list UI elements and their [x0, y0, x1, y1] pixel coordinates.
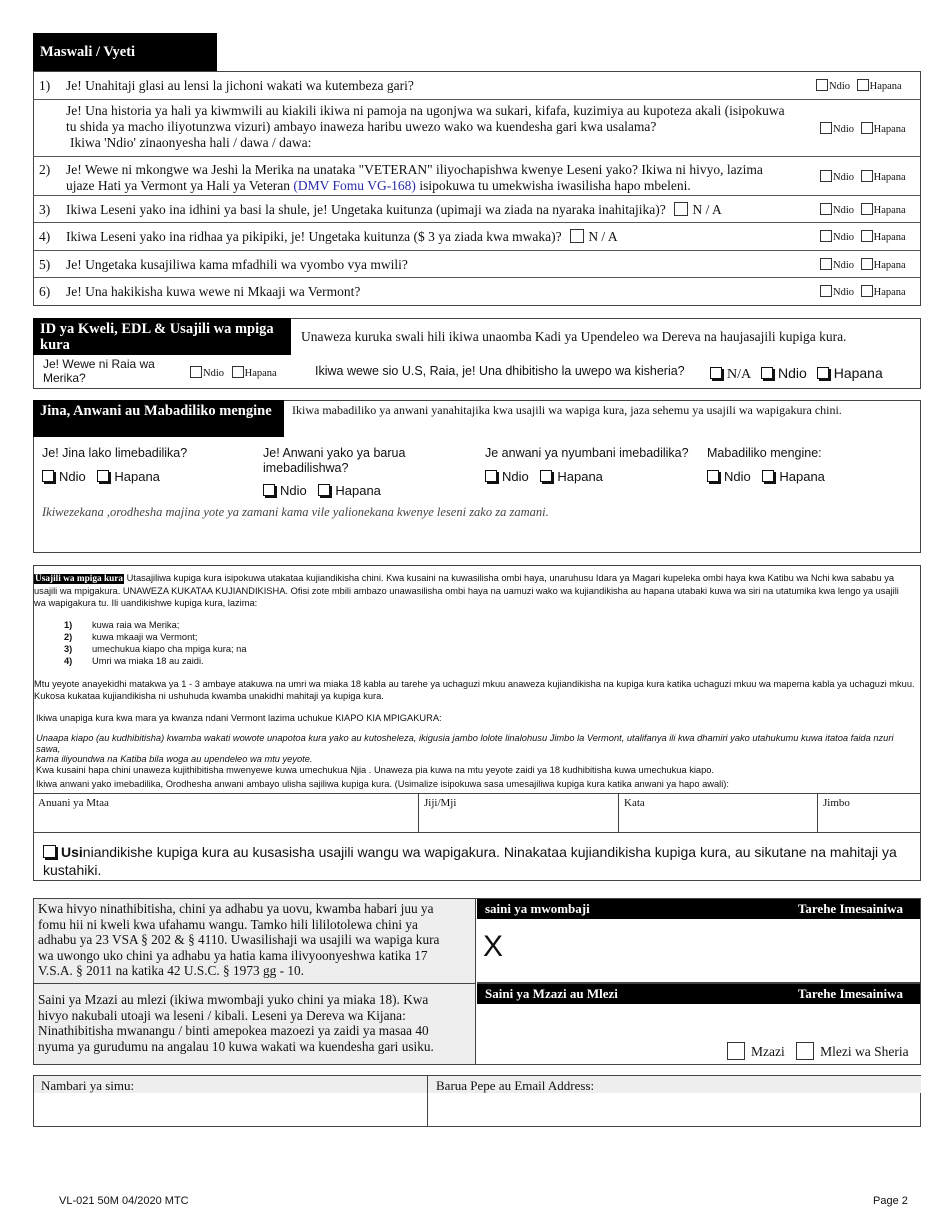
- yes-label: Ndio: [833, 205, 854, 216]
- requirement-text: umechukua kiapo cha mpiga kura; na: [92, 644, 247, 654]
- field-label: Kata: [624, 797, 645, 809]
- certification-line: fomu hii ni kweli kwa ufahamu wangu. Tamko hili lililotolewa chini ya: [38, 916, 418, 932]
- parent-signature-label: Saini ya Mzazi au Mlezi: [485, 986, 618, 1001]
- field-label: Jimbo: [823, 797, 850, 809]
- question-text: Je! Unahitaji glasi au lensi la jichoni wakati wa kutembeza gari?: [66, 78, 414, 93]
- parent-signature-header: [477, 984, 920, 1004]
- question-text-line: [66, 229, 618, 245]
- question-text-line: Je! Wewe ni mkongwe wa Jeshi la Merika na unataka "VETERAN" iliyochapishwa kwenye Leseni yako? Ikiwa ni hivyo, lazima: [66, 162, 763, 177]
- yes-no-checkboxes: [707, 469, 907, 484]
- voter-intro-line: [34, 572, 918, 585]
- yes-checkbox[interactable]: [820, 230, 832, 242]
- question-text-line: Ikiwa 'Ndio' zinaonyesha hali / dawa / dawa:: [70, 135, 312, 150]
- yes-label: Ndio: [833, 172, 854, 183]
- na-checkbox[interactable]: [570, 229, 584, 243]
- decline-registration-checkbox[interactable]: [43, 845, 56, 858]
- yes-label: Ndio: [833, 287, 854, 298]
- no-label: Hapana: [114, 469, 160, 484]
- question-label: Je anwani ya nyumbani imebadilika?: [485, 446, 689, 460]
- certification-line: Kwa hivyo ninathibitisha, chini ya adhabu ya uovu, kwamba habari juu ya: [38, 901, 434, 916]
- name-change-note: Ikiwa mabadiliko ya anwani yanahitajika kwa usajili wa wapiga kura, jaza sehemu ya usajili wa wapigakura chini.: [292, 403, 842, 417]
- question-row: [33, 157, 921, 196]
- yes-no-checkboxes: [42, 469, 242, 484]
- question-number: 4): [39, 229, 51, 244]
- date-signed-label: Tarehe Imesainiwa: [797, 901, 903, 916]
- na-label: N/A: [727, 367, 752, 382]
- question-row: [33, 100, 921, 157]
- applicant-signature-header: [477, 899, 920, 919]
- no-checkbox[interactable]: [97, 470, 109, 482]
- yes-no-checkboxes: [816, 79, 902, 95]
- voter-age-paragraph: [34, 678, 918, 702]
- voter-requirements-list: [64, 619, 364, 667]
- no-label: Hapana: [873, 124, 906, 135]
- question-label: Je! Jina lako limebadilika?: [42, 446, 188, 460]
- applicant-signature-label: saini ya mwombaji: [485, 901, 590, 916]
- no-label: Hapana: [335, 483, 381, 498]
- no-label: Hapana: [873, 287, 906, 298]
- no-label: Hapana: [873, 260, 906, 271]
- requirement-item: [64, 619, 364, 631]
- yes-label: Ndio: [280, 483, 307, 498]
- parent-consent-line: Saini ya Mzazi au mlezi (ikiwa mwombaji yuko chini ya miaka 18). Kwa: [38, 992, 429, 1007]
- requirement-text: kuwa mkaaji wa Vermont;: [92, 632, 198, 642]
- city-town-field[interactable]: [419, 794, 619, 833]
- date-signed-label: Tarehe Imesainiwa: [797, 986, 903, 1001]
- question-text-part: ujaze Hati ya Vermont ya Hali ya Veteran: [66, 178, 291, 193]
- no-checkbox[interactable]: [861, 203, 873, 215]
- requirement-number: 3): [64, 644, 73, 654]
- contact-box: [33, 1075, 921, 1127]
- parent-label: Mzazi: [751, 1044, 785, 1059]
- former-names-instruction: Ikiwezekana ,orodhesha majina yote ya zamani kama vile yalionekana kwenye leseni zako za zamani.: [42, 505, 549, 519]
- dmv-form-vg168-link[interactable]: (DMV Fomu VG-168): [293, 178, 416, 193]
- requirement-item: [64, 643, 364, 655]
- no-checkbox[interactable]: [318, 484, 330, 496]
- mailing-address-changed-question: [263, 446, 463, 498]
- voter-age-line: Mtu yeyote anayekidhi matakwa ya 1 - 3 ambaye atakuwa na umri wa miaka 18 kabla au tarehe ya uchaguzi mkuu anaweza kujiandikisha na kupiga kura katika uchaguzi mkuu wa mapema kabla ya uchaguzi mkuu.: [34, 679, 915, 689]
- home-address-changed-question: [485, 446, 700, 484]
- yes-label: Ndio: [502, 469, 529, 484]
- questions-section-header: Maswali / Vyeti: [33, 33, 217, 72]
- citizen-checkboxes: [190, 366, 277, 379]
- doc-na-checkbox[interactable]: [710, 367, 722, 379]
- question-text: Je! Una hakikisha kuwa wewe ni Mkaaji wa Vermont?: [66, 284, 361, 299]
- applicant-signature-field[interactable]: [477, 919, 920, 982]
- parent-consent-line: nyuma ya gurudumu na angalau 10 kuwa wakati wa kuendesha gari usiku.: [38, 1038, 434, 1054]
- parent-consent-line: hivyo nakubali utoaji wa leseni / kibali. Leseni ya Dereva wa Kijana:: [38, 1007, 406, 1023]
- voter-intro-line: usajili wa mpigakura. UNAWEZA KUKATAA KUJIANDIKISHA. Ofisi zote mbili ambazo unawasilisha ombi haya na uamuzi wako wa kujiandikisha au hapana utabaki kuwa wa siri na utatumika kwa lengo ya usajili: [34, 586, 899, 596]
- email-label: Barua Pepe au Email Address:: [436, 1078, 595, 1093]
- page-number: Page 2: [873, 1195, 908, 1207]
- yes-no-checkboxes: [485, 469, 700, 484]
- question-row: [33, 223, 921, 251]
- guardian-type-checkboxes: [727, 1042, 909, 1060]
- parent-consent-statement: [38, 992, 468, 1054]
- email-input[interactable]: [428, 1093, 921, 1127]
- oath-intro: Ikiwa unapiga kura kwa mara ya kwanza ndani Vermont lazima uchukue KIAPO KIA MPIGAKURA:: [36, 713, 442, 723]
- question-number: 2): [39, 162, 51, 177]
- question-row: [33, 72, 921, 100]
- voter-oath: [36, 733, 920, 775]
- yes-label: Ndio: [203, 368, 224, 379]
- decline-bold: Usi: [61, 844, 83, 860]
- legal-presence-question: Ikiwa wewe sio U.S, Raia, je! Una dhibitisho la uwepo wa kisheria?: [315, 364, 685, 378]
- question-row: [33, 196, 921, 223]
- yes-no-checkboxes: [820, 170, 906, 186]
- requirement-text: Umri wa miaka 18 au zaidi.: [92, 656, 204, 666]
- certification-line: wa uwongo uko chini ya adhabu ya hatia kama ilivyoonyeshwa katika 17: [38, 947, 428, 963]
- question-text: Je! Ungetaka kusajiliwa kama mfadhili wa vyombo vya mwili?: [66, 257, 408, 272]
- question-text-line: tu shida ya macho iliyotunzwa vizuri) ambayo inaweza haribu uwezo wako wa kuendesha gari kwa usalama?: [66, 119, 657, 134]
- parent-checkbox[interactable]: [727, 1042, 745, 1060]
- decline-text: niandikishe kupiga kura au kusasisha usajili wangu wa wapigakura. Ninakataa kujiandikisha kupiga kura, au sikutane na mahitaji ya kustahiki.: [43, 844, 897, 878]
- no-label: Hapana: [873, 205, 906, 216]
- signature-x-mark: X: [483, 930, 504, 963]
- yes-no-checkboxes: [263, 483, 463, 498]
- no-label: Hapana: [557, 469, 603, 484]
- doc-no-checkbox[interactable]: [817, 367, 829, 379]
- phone-input[interactable]: [34, 1093, 427, 1127]
- yes-checkbox[interactable]: [820, 258, 832, 270]
- field-label: Anuani ya Mtaa: [38, 797, 109, 809]
- yes-checkbox[interactable]: [820, 203, 832, 215]
- voter-intro-text: Utasajiliwa kupiga kura isipokuwa utakataa kujiandikisha chini. Kwa kusaini na kuwasilisha ombi haya, unaruhusu Idara ya Magari kupeleka ombi haya kwa Katibu wa Nchi kwa sababu ya: [124, 573, 895, 583]
- question-row: [33, 251, 921, 278]
- no-checkbox[interactable]: [861, 122, 873, 134]
- no-label: Hapana: [833, 365, 883, 381]
- voter-intro: [34, 572, 918, 609]
- voter-registration-tag: Usajili wa mpiga kura: [35, 574, 124, 584]
- yes-checkbox[interactable]: [816, 79, 828, 91]
- field-label: Jiji/Mji: [424, 797, 457, 809]
- question-number: 3): [39, 202, 51, 217]
- voter-intro-line: wa wapigakura tu. Ili uandikishwe kupiga kura, lazima:: [34, 598, 258, 608]
- requirement-number: 2): [64, 632, 73, 642]
- question-text-part: isipokuwa tu umekwisha iwasilisha hapo mbeleni.: [419, 178, 691, 193]
- na-label: N / A: [588, 229, 618, 244]
- oath-line: Kwa kusaini hapa chini unaweza kujithibitisha mwenyewe kuwa umechukua Njia . Unaweza pia kuwa na mtu yeyote zaidi ya 18 kudhibitisha kuwa umechukua kiapo.: [36, 764, 715, 775]
- question-text-line: Je! Una historia ya hali ya kiwmwili au kiakili ikiwa ni pamoja na ugonjwa wa sukari, kifafa, kuzimiya au kupoteza akali (isipokuwa: [66, 103, 785, 118]
- parent-signature-field[interactable]: [477, 1004, 920, 1042]
- yes-label: Ndio: [724, 469, 751, 484]
- yes-label: Ndio: [59, 469, 86, 484]
- previous-address-fields: [33, 793, 921, 833]
- requirement-text: kuwa raia wa Merika;: [92, 620, 180, 630]
- yes-no-checkboxes: [820, 122, 906, 138]
- legal-guardian-checkbox[interactable]: [796, 1042, 814, 1060]
- no-label: Hapana: [244, 368, 277, 379]
- yes-label: Ndio: [833, 232, 854, 243]
- question-row: [33, 278, 921, 306]
- requirement-number: 1): [64, 620, 73, 630]
- form-id: VL-021 50M 04/2020 MTC: [59, 1195, 189, 1207]
- citizen-yes-checkbox[interactable]: [190, 366, 202, 378]
- yes-checkbox[interactable]: [820, 122, 832, 134]
- yes-checkbox[interactable]: [820, 170, 832, 182]
- no-label: Hapana: [779, 469, 825, 484]
- legal-presence-checkboxes: [710, 365, 883, 383]
- question-text-line: [66, 178, 691, 194]
- yes-no-checkboxes: [820, 258, 906, 274]
- id-section-note: Unaweza kuruka swali hili ikiwa unaomba Kadi ya Upendeleo wa Dereva na haujasajili kupiga kura.: [301, 329, 847, 344]
- yes-checkbox[interactable]: [42, 470, 54, 482]
- citizen-no-checkbox[interactable]: [232, 366, 244, 378]
- doc-yes-checkbox[interactable]: [761, 367, 773, 379]
- question-number: 1): [39, 78, 51, 93]
- no-checkbox[interactable]: [861, 230, 873, 242]
- divider: [34, 983, 476, 984]
- no-label: Hapana: [873, 232, 906, 243]
- other-changes-question: [707, 446, 907, 484]
- no-checkbox[interactable]: [861, 258, 873, 270]
- oath-line: Unaapa kiapo (au kudhibitisha) kwamba wakati wowote unapotoa kura yako au kutosheleza, ikigusia jambo lolote linalohusu Jimbo la Vermont, utalifanya ili kwa dhamiri yako utahukumu kuwa itatoa faida nzuri sawa,: [36, 733, 894, 754]
- no-checkbox[interactable]: [540, 470, 552, 482]
- county-field[interactable]: [619, 794, 818, 833]
- name-changed-question: [42, 446, 242, 484]
- voter-age-line: Kukosa kukataa kujiandikisha ni ushuhuda kwamba unakidhi mahitaji ya kupiga kura.: [34, 691, 384, 701]
- question-number: 5): [39, 257, 51, 272]
- name-change-header: Jina, Anwani au Mabadiliko mengine: [33, 400, 284, 437]
- yes-checkbox[interactable]: [707, 470, 719, 482]
- no-checkbox[interactable]: [861, 170, 873, 182]
- yes-label: Ndio: [829, 81, 850, 92]
- yes-checkbox[interactable]: [820, 285, 832, 297]
- no-label: Hapana: [869, 81, 902, 92]
- question-number: 6): [39, 284, 51, 299]
- state-field[interactable]: [818, 794, 920, 833]
- question-text: Ikiwa Leseni yako ina idhini ya basi la shule, je! Ungetaka kuitunza (upimaji wa ziada na nyaraka inahitajika)?: [66, 202, 666, 217]
- previous-address-note: Ikiwa anwani yako imebadilika, Orodhesha anwani ambayo ulisha sajiliwa kupiga kura. (Usimalize isipokuwa sasa umesajiliwa kupiga kura katika anwani ya hapo awali):: [36, 779, 729, 789]
- no-checkbox[interactable]: [861, 285, 873, 297]
- question-label: Je! Anwani yako ya barua imebadilishwa?: [263, 446, 406, 475]
- question-text-line: [66, 202, 722, 218]
- yes-label: Ndio: [778, 365, 807, 381]
- street-address-field[interactable]: [33, 794, 419, 833]
- legal-guardian-label: Mlezi wa Sheria: [820, 1044, 909, 1059]
- no-checkbox[interactable]: [762, 470, 774, 482]
- yes-no-checkboxes: [820, 285, 906, 301]
- na-label: N / A: [692, 202, 722, 217]
- yes-checkbox[interactable]: [263, 484, 275, 496]
- yes-no-checkboxes: [820, 230, 906, 246]
- oath-line: kama iliyoundwa na Katiba bila woga au upendeleo wa mtu yeyote.: [36, 754, 313, 764]
- yes-label: Ndio: [833, 124, 854, 135]
- parent-consent-line: Ninathibitisha mwanangu / binti amepokea mazoezi ya zaidi ya masaa 40: [38, 1023, 429, 1039]
- yes-no-checkboxes: [820, 203, 906, 219]
- certification-statement: [38, 901, 468, 979]
- decline-registration: [43, 843, 918, 879]
- na-checkbox[interactable]: [674, 202, 688, 216]
- question-label: Mabadiliko mengine:: [707, 446, 822, 460]
- yes-label: Ndio: [833, 260, 854, 271]
- requirement-item: [64, 631, 364, 643]
- certification-line: adhabu ya 23 VSA § 202 & § 4110. Uwasilishaji wa usajili wa wapiga kura: [38, 932, 440, 948]
- no-label: Hapana: [873, 172, 906, 183]
- citizen-question: Je! Wewe ni Raia wa Merika?: [43, 357, 155, 385]
- phone-label: Nambari ya simu:: [41, 1078, 135, 1093]
- requirement-number: 4): [64, 656, 73, 666]
- certification-line: V.S.A. § 2011 na katika 42 U.S.C. § 1973 gg - 10.: [38, 963, 304, 979]
- no-checkbox[interactable]: [857, 79, 869, 91]
- id-section-header: ID ya Kweli, EDL & Usajili wa mpiga kura: [33, 318, 291, 355]
- requirement-item: [64, 655, 364, 667]
- question-text: Ikiwa Leseni yako ina ridhaa ya pikipiki, je! Ungetaka kuitunza ($ 3 ya ziada kwa mwaka)?: [66, 229, 562, 244]
- yes-checkbox[interactable]: [485, 470, 497, 482]
